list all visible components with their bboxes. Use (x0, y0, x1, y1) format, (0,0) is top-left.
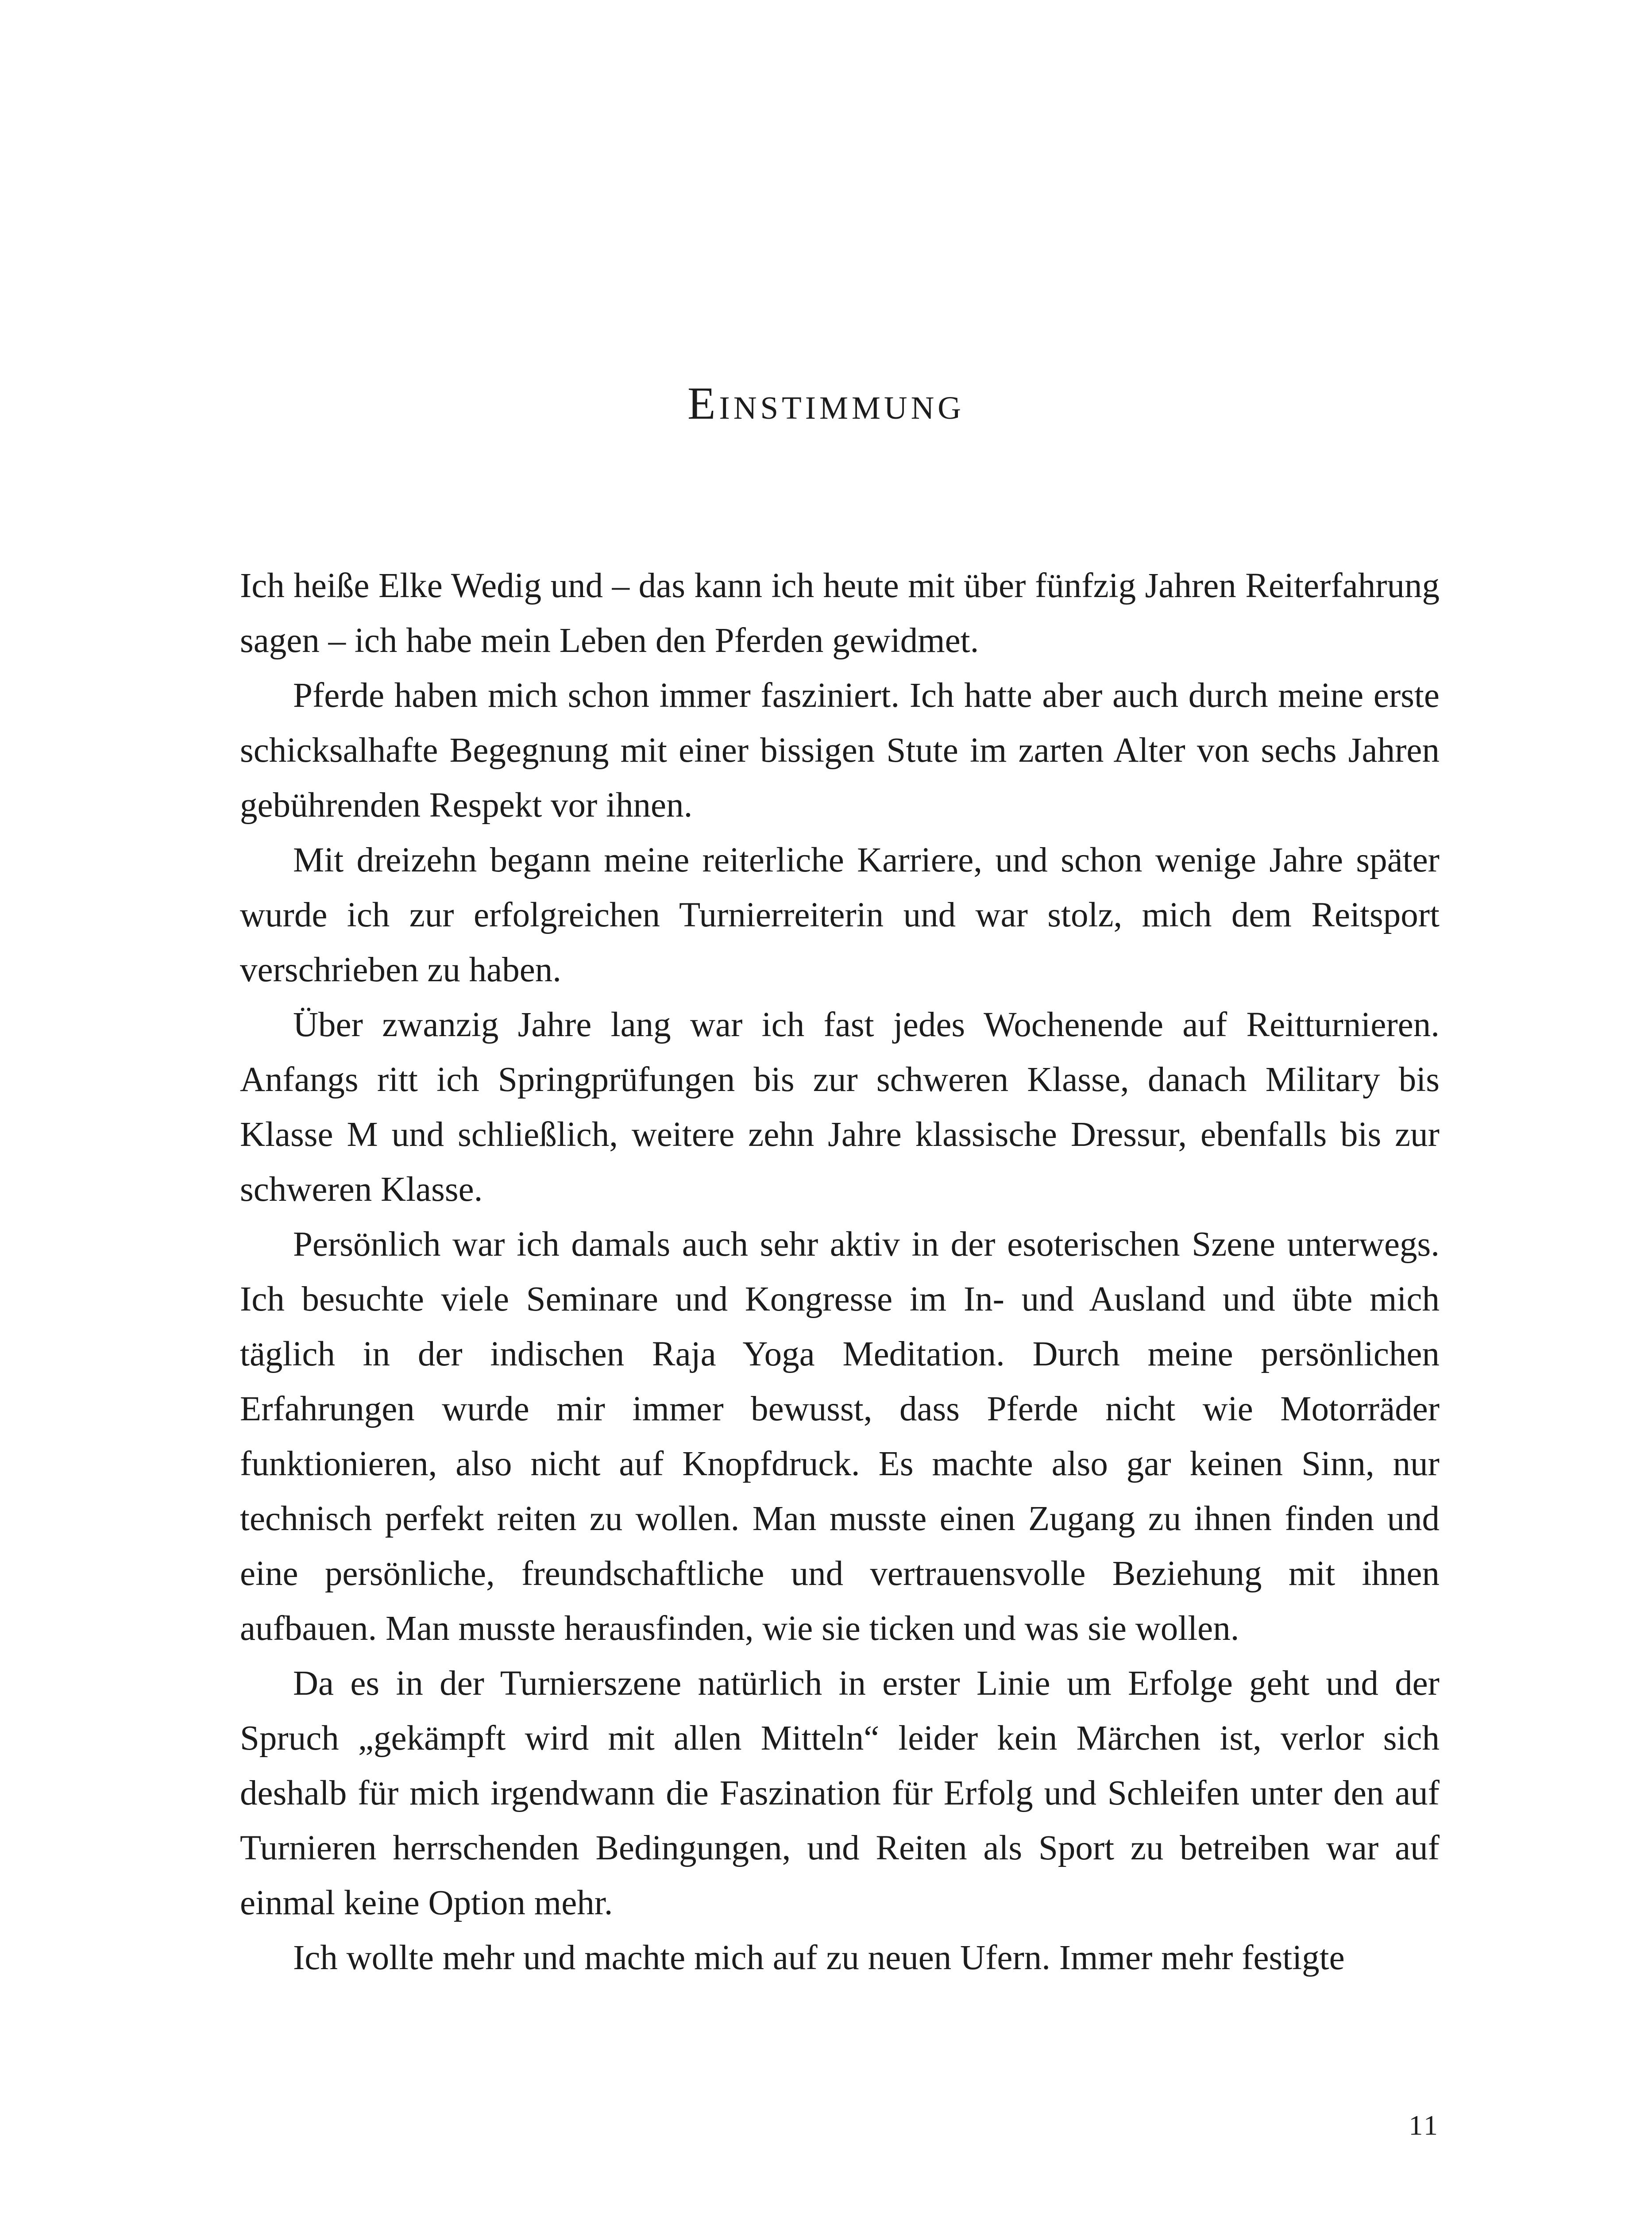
paragraph: Ich heiße Elke Wedig und – das kann ich heute mit über fünfzig Jahren Reiterfahrung sagen – ich habe mein Leben den Pferden gewidmet. (240, 567, 1440, 660)
paragraph: Persönlich war ich damals auch sehr aktiv in der esoterischen Szene unterwegs. Ich besuchte viele Seminare und Kongresse im In- und Ausland und übte mich täglich in der indischen Raja Yoga Meditation. Durch meine persönlichen Erfahrungen wurde mir immer bewusst, dass Pferde nicht wie Motorräder funktionieren, also nicht auf Knopfdruck. Es machte also gar keinen Sinn, nur technisch perfekt reiten zu wollen. Man musste einen Zugang zu ihnen finden und eine persönliche, freundschaftliche und vertrauensvolle Beziehung mit ihnen aufbauen. Man musste herausfinden, wie sie ticken und was sie wollen. (240, 1225, 1440, 1648)
paragraph: Ich wollte mehr und machte mich auf zu neuen Ufern. Immer mehr festigte (293, 1939, 1345, 1977)
chapter-title: Einstimmung (687, 378, 965, 429)
paragraph: Mit dreizehn begann meine reiterliche Karriere, und schon wenige Jahre später wurde ich zur erfolgreichen Turnierreiterin und war stolz, mich dem Reitsport verschrieben zu haben. (240, 841, 1440, 989)
paragraph: Über zwanzig Jahre lang war ich fast jedes Wochenende auf Reitturnieren. Anfangs ritt ich Springprüfungen bis zur schweren Klasse, danach Military bis Klasse M und schließlich, weitere zehn Jahre klassische Dressur, ebenfalls bis zur schweren Klasse. (240, 1006, 1440, 1209)
page-number: 11 (1409, 2109, 1440, 2141)
body-text (240, 559, 1440, 1986)
paragraph: Da es in der Turnierszene natürlich in erster Linie um Erfolge geht und der Spruch „gekämpft wird mit allen Mitteln“ leider kein Märchen ist, verlor sich deshalb für mich irgendwann die Faszination für Erfolg und Schleifen unter den auf Turnieren herrschenden Bedingungen, und Reiten als Sport zu betreiben war auf einmal keine Option mehr. (240, 1664, 1440, 1922)
paragraph: Pferde haben mich schon immer fasziniert. Ich hatte aber auch durch meine erste schicksalhafte Begegnung mit einer bissigen Stute im zarten Alter von sechs Jahren gebührenden Respekt vor ihnen. (240, 676, 1440, 825)
